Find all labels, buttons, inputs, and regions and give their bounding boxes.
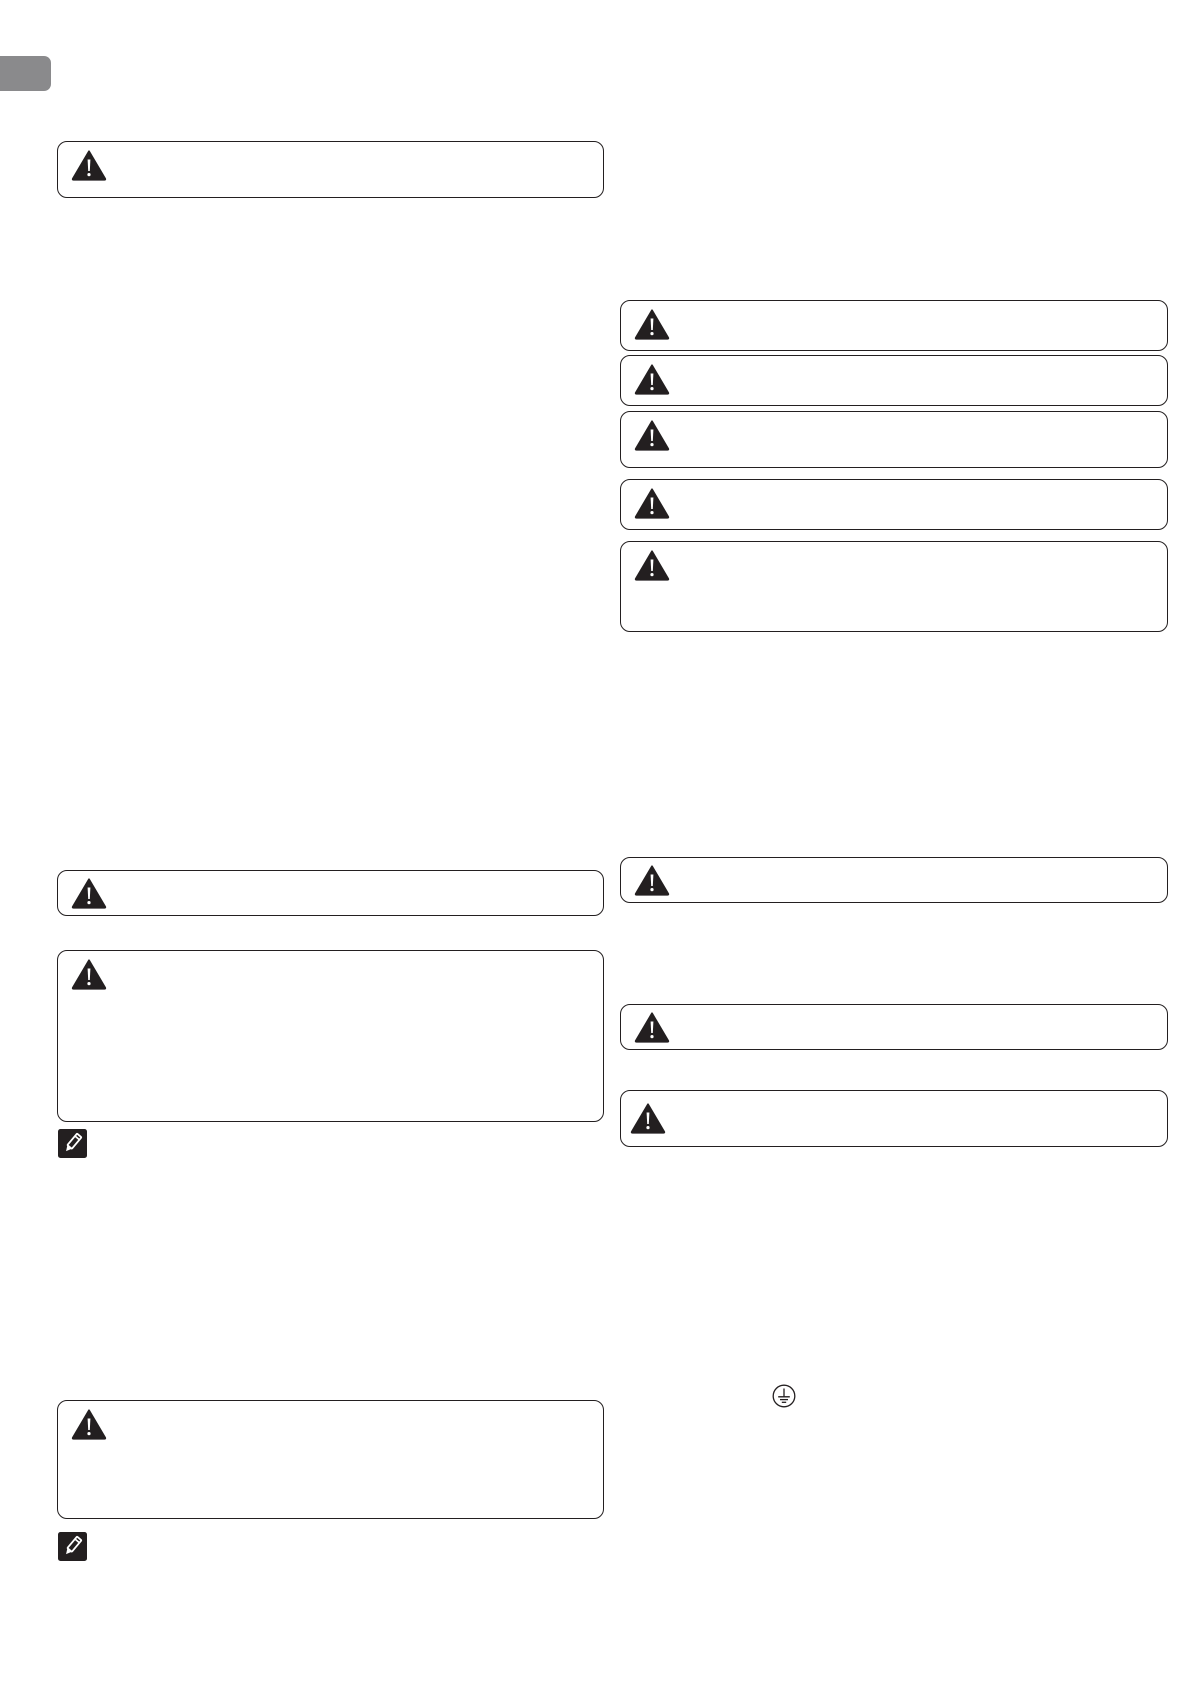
warning-box — [57, 950, 604, 1122]
warning-box — [620, 541, 1168, 632]
warning-box — [620, 355, 1168, 406]
warning-triangle-icon — [634, 864, 670, 896]
warning-box — [620, 411, 1168, 468]
warning-box — [57, 141, 604, 198]
warning-triangle-icon — [71, 958, 107, 990]
warning-triangle-icon — [634, 1011, 670, 1043]
warning-box — [620, 1090, 1168, 1147]
warning-box — [620, 479, 1168, 530]
pencil-note-icon — [58, 1129, 87, 1158]
warning-box — [57, 870, 604, 916]
warning-triangle-icon — [634, 487, 670, 519]
warning-triangle-icon — [71, 1408, 107, 1440]
warning-triangle-icon — [630, 1102, 666, 1134]
warning-triangle-icon — [634, 549, 670, 581]
warning-triangle-icon — [71, 149, 107, 181]
warning-box — [620, 300, 1168, 351]
page-section-tab — [0, 56, 51, 91]
warning-triangle-icon — [634, 363, 670, 395]
warning-box — [620, 857, 1168, 903]
warning-triangle-icon — [634, 308, 670, 340]
warning-box — [57, 1400, 604, 1519]
pencil-note-icon — [58, 1532, 87, 1561]
warning-triangle-icon — [71, 877, 107, 909]
warning-triangle-icon — [634, 419, 670, 451]
protective-earth-ground-icon — [772, 1384, 796, 1408]
warning-box — [620, 1004, 1168, 1050]
